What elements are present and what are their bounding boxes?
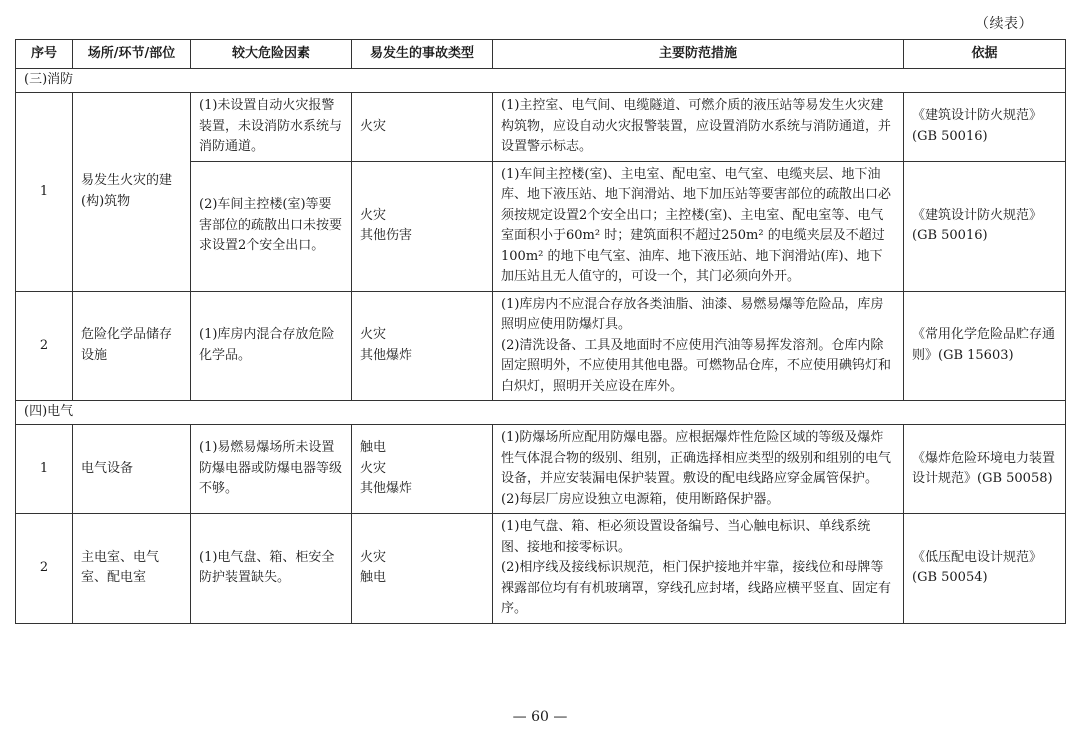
page-number: — 60 — <box>512 709 568 725</box>
accident-type: 火灾 <box>360 460 387 476</box>
measure-item: (1)防爆场所应配用防爆电器。应根据爆炸性危险区域的等级及爆炸性气体混合物的级别、组别，正确选择相应类型的级别和组别的电气设备，并应安装漏电保护装置。敷设的配电线路应穿金属管保护。 <box>501 430 892 486</box>
risk-cell: (1)未设置自动火灾报警装置，未设消防水系统与消防通道。 <box>191 93 352 162</box>
basis-cell: 《低压配电设计规范》(GB 50054) <box>904 514 1066 624</box>
accident-type: 其他爆炸 <box>360 347 413 363</box>
table-row <box>16 93 1066 162</box>
row-number: 2 <box>16 291 73 401</box>
row-number: 1 <box>16 93 73 292</box>
risk-cell: (1)库房内混合存放危险化学品。 <box>191 291 352 401</box>
accident-type: 火灾 <box>360 207 387 223</box>
section-row <box>16 401 1066 425</box>
header-location: 场所/环节/部位 <box>73 40 191 69</box>
accident-type: 火灾 <box>360 118 387 134</box>
location-cell: 危险化学品储存设施 <box>73 291 191 401</box>
continued-note: （续表） <box>975 16 1033 32</box>
accident-cell <box>352 514 493 624</box>
measures-cell <box>493 93 904 162</box>
location-cell: 易发生火灾的建(构)筑物 <box>73 93 191 292</box>
section-title: (三)消防 <box>16 69 1066 93</box>
measure-item: (2)每层厂房应设独立电源箱，使用断路保护器。 <box>501 491 780 507</box>
measures-cell <box>493 425 904 514</box>
risk-cell: (1)易燃易爆场所未设置防爆电器或防爆电器等级不够。 <box>191 425 352 514</box>
location-cell: 主电室、电气室、配电室 <box>73 514 191 624</box>
accident-cell <box>352 161 493 291</box>
row-number: 2 <box>16 514 73 624</box>
accident-type: 触电 <box>360 440 387 456</box>
measure-item: (1)主控室、电气间、电缆隧道、可燃介质的液压站等易发生火灾建构筑物，应设自动火灾报警装置，应设置消防水系统与消防通道，并设置警示标志。 <box>501 98 892 154</box>
table-row <box>16 425 1066 514</box>
measures-cell <box>493 514 904 624</box>
table-row <box>16 514 1066 624</box>
table-row <box>16 291 1066 401</box>
basis-cell: 《建筑设计防火规范》(GB 50016) <box>904 93 1066 162</box>
measure-item: (1)车间主控楼(室)、主电室、配电室、电气室、电缆夹层、地下油库、地下液压站、地下润滑站、地下加压站等要害部位的疏散出口必须按规定设置2个安全出口；主控楼(室)、主电室、配电室等、电气室面积小于60m² 时；建筑面积不超过250m² 的电缆夹层及不超过100m² 的地下电气室、油库、地下液压站、地下润滑站(库)、地下加压站且无人值守的，可设一个，其门必须向外开。 <box>501 166 892 284</box>
accident-type: 火灾 <box>360 549 387 565</box>
header-no: 序号 <box>16 40 73 69</box>
accident-type: 其他爆炸 <box>360 481 413 497</box>
basis-cell: 《爆炸危险环境电力装置设计规范》(GB 50058) <box>904 425 1066 514</box>
accident-cell <box>352 93 493 162</box>
section-row <box>16 69 1066 93</box>
measure-item: (1)电气盘、箱、柜必须设置设备编号、当心触电标识、单线系统图、接地和接零标识。 <box>501 519 871 555</box>
risk-table <box>15 39 1066 624</box>
accident-type: 火灾 <box>360 327 387 343</box>
header-row <box>16 40 1066 69</box>
accident-type: 触电 <box>360 570 387 586</box>
accident-type: 其他伤害 <box>360 228 413 243</box>
measure-item: (2)清洗设备、工具及地面时不应使用汽油等易挥发溶剂。仓库内除固定照明外，不应使用其他电器。可燃物品仓库，不应使用碘钨灯和白炽灯，照明开关应设在库外。 <box>501 337 892 394</box>
header-risk: 较大危险因素 <box>191 40 352 69</box>
accident-cell <box>352 425 493 514</box>
risk-cell: (1)电气盘、箱、柜安全防护装置缺失。 <box>191 514 352 624</box>
basis-cell: 《建筑设计防火规范》(GB 50016) <box>904 161 1066 291</box>
section-title: (四)电气 <box>16 401 1066 425</box>
header-accident: 易发生的事故类型 <box>352 40 493 69</box>
header-basis: 依据 <box>904 40 1066 69</box>
risk-cell: (2)车间主控楼(室)等要害部位的疏散出口未按要求设置2个安全出口。 <box>191 161 352 291</box>
measure-item: (1)库房内不应混合存放各类油脂、油漆、易燃易爆等危险品，库房照明应使用防爆灯具。 <box>501 296 884 332</box>
measures-cell <box>493 291 904 401</box>
basis-cell: 《常用化学危险品贮存通则》(GB 15603) <box>904 291 1066 401</box>
row-number: 1 <box>16 425 73 514</box>
accident-cell <box>352 291 493 401</box>
measure-item: (2)相序线及接线标识规范，柜门保护接地并牢靠，接线位和母牌等裸露部位均有有机玻璃罩，穿线孔应封堵，线路应横平竖直、固定有序。 <box>501 560 892 616</box>
location-cell: 电气设备 <box>73 425 191 514</box>
header-measures: 主要防范措施 <box>493 40 904 69</box>
measures-cell <box>493 161 904 291</box>
